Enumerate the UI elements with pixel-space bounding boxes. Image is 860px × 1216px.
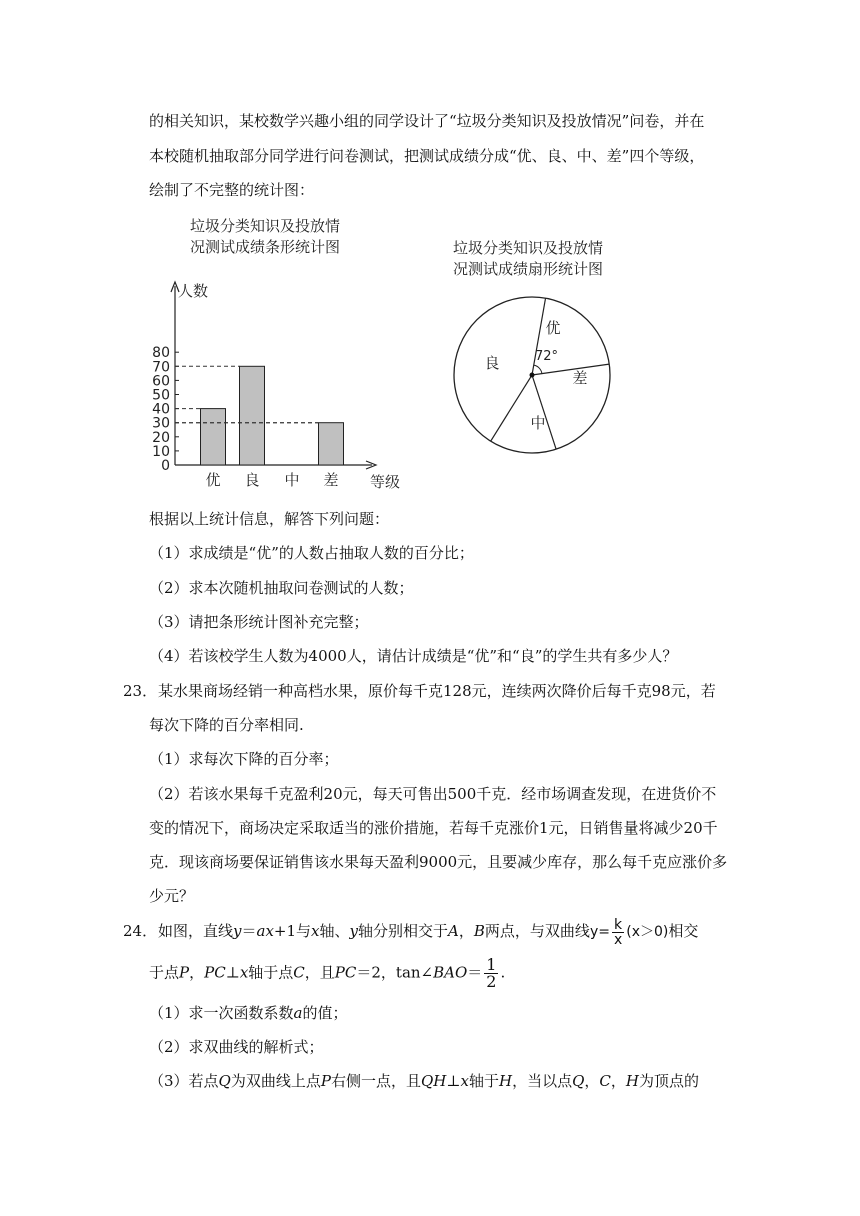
x-tick-label: 中 <box>284 471 300 489</box>
pie-label-差: 差 <box>572 369 588 387</box>
q23-line-1: 某水果商场经销一种高档水果，原价每千克128元，连续两次降价后每千克98元，若 <box>158 682 716 700</box>
pie-chart-title-line-1: 垃圾分类知识及投放情 <box>453 239 604 257</box>
q23-line-2: 每次下降的百分率相同. <box>149 716 304 734</box>
q24-part-2: （2）求双曲线的解析式； <box>149 1038 324 1056</box>
q22-part-3: （3）请把条形统计图补充完整； <box>149 613 369 631</box>
pie-angle-annotation: 72° <box>535 349 559 364</box>
bar-chart <box>140 278 420 493</box>
pie-label-中: 中 <box>530 414 546 432</box>
bar-chart-title-line-1: 垃圾分类知识及投放情 <box>190 217 341 235</box>
pie-chart <box>445 290 625 455</box>
bar-chart-title <box>190 216 340 258</box>
x-tick-label: 优 <box>205 471 221 489</box>
x-axis-label: 等级 <box>370 473 401 491</box>
q23-part-1: （1）求每次下降的百分率； <box>149 750 339 768</box>
q23-part-2-line-3: 克．现该商场要保证销售该水果每天盈利9000元，且要减少库存，那么每千克应涨价多 <box>149 853 728 871</box>
y-tick-label: 30 <box>152 415 170 432</box>
bar-chart-title-line-2: 况测试成绩条形统计图 <box>190 238 341 256</box>
intro-line-2: 本校随机抽取部分同学进行问卷测试，把测试成绩分成“优、良、中、差”四个等级， <box>149 147 705 165</box>
y-tick-label: 60 <box>152 373 170 390</box>
pie-label-优: 优 <box>545 319 561 337</box>
pie-label-良: 良 <box>484 354 500 372</box>
pie-chart-title-line-2: 况测试成绩扇形统计图 <box>453 260 604 278</box>
pie-center-dot <box>530 373 535 378</box>
q24-line-2: 于点P，PC⊥x轴于点C，且PC＝2，tan∠BAO＝ $\frac{1}{2}$ . <box>149 955 506 991</box>
y-axis-label: 人数 <box>178 282 209 300</box>
q23-part-2-line-1: （2）若该水果每千克盈利20元，每天可售出500千克．经市场调查发现，在进货价不 <box>149 785 717 803</box>
y-tick-label: 80 <box>152 345 170 362</box>
intro-line-3: 绘制了不完整的统计图： <box>149 181 315 199</box>
intro-line-1: 的相关知识，某校数学兴趣小组的同学设计了“垃圾分类知识及投放情况”问卷，并在 <box>149 112 705 130</box>
y-tick-label: 40 <box>152 401 170 418</box>
q24-number: 24． <box>123 922 158 940</box>
half-fraction: $\frac{1}{2}$ <box>486 955 497 991</box>
q24-line-1: 如图，直线y＝ax+1与x轴、y轴分别相交于A，B两点，与双曲线y= $\frac{k}{x}$ (x＞0)相交 <box>158 916 699 948</box>
q22-part-4: （4）若该校学生人数为4000人，请估计成绩是“优”和“良”的学生共有多少人？ <box>149 647 678 665</box>
q23-number: 23． <box>123 682 158 700</box>
q23-part-2-line-2: 变的情况下，商场决定采取适当的涨价措施，若每千克涨价1元，日销售量将减少20千 <box>149 819 718 837</box>
y-tick-label: 10 <box>152 443 170 460</box>
bar-差 <box>319 423 344 465</box>
y-tick-label: 50 <box>152 387 170 404</box>
q24-part-1: （1）求一次函数系数a的值； <box>149 1004 348 1022</box>
x-tick-label: 良 <box>244 471 260 489</box>
q22-part-2: （2）求本次随机抽取问卷测试的人数； <box>149 579 414 597</box>
bar-优 <box>201 409 226 465</box>
x-tick-label: 差 <box>323 471 339 489</box>
y-tick-label: 0 <box>161 458 170 474</box>
q24-part-3: （3）若点Q为双曲线上点P右侧一点，且QH⊥x轴于H，当以点Q，C，H为顶点的 <box>149 1072 700 1090</box>
bar-良 <box>240 366 265 465</box>
y-tick-label: 20 <box>152 429 170 446</box>
pie-chart-title <box>453 238 603 280</box>
q22-part-1: （1）求成绩是“优”的人数占抽取人数的百分比； <box>149 544 474 562</box>
hyperbola-formula: y= $\frac{k}{x}$ (x＞0) <box>589 916 669 948</box>
q23-part-2-line-4: 少元？ <box>149 887 195 905</box>
y-tick-label: 70 <box>152 359 170 376</box>
q22-lead: 根据以上统计信息，解答下列问题： <box>149 510 390 528</box>
